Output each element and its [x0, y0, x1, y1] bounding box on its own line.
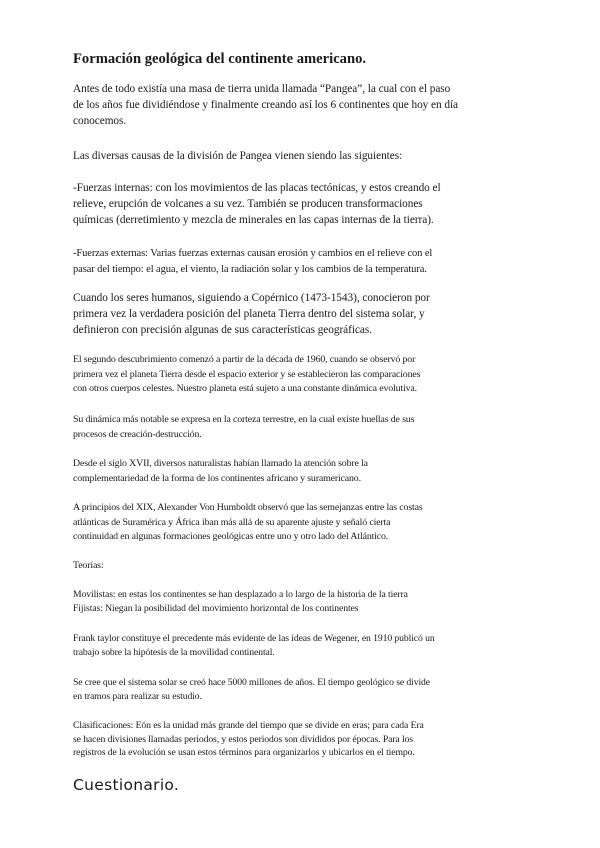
text-line: pasar del tiempo: el agua, el viento, la radiación solar y los cambios de la temperatura. [73, 263, 427, 275]
text-line: registros de la evolución se usan estos términos para organizarlos y ubicarlos en el tiempo. [73, 747, 415, 759]
theory-movilistas: Movilistas: en estas los continentes se han desplazado a lo largo de la historia de la tierra [73, 589, 408, 600]
humboldt-paragraph [73, 501, 528, 545]
xvii-century-paragraph [73, 457, 528, 486]
internal-forces-paragraph [73, 180, 528, 228]
text-line: trabajo sobre la hipótesis de la movilidad continental. [73, 646, 275, 658]
text-line: de los años fue dividiéndose y finalmente creando así los 6 continentes que hoy en día [73, 99, 459, 111]
text-line: El segundo descubrimiento comenzó a partir de la década de 1960, cuando se observó por [73, 354, 416, 365]
text-line: Cuando los seres humanos, siguiendo a Copérnico (1473-1543), conocieron por [73, 292, 430, 304]
text-line: complementariedad de la forma de los continentes africano y suramericano. [73, 472, 361, 484]
text-line: Antes de todo existía una masa de tierra unida llamada “Pangea”, la cual con el paso [73, 83, 451, 95]
text-line: Teorías: [73, 560, 104, 571]
text-line: en tramos para realizar su estudio. [73, 690, 202, 702]
second-discovery-paragraph [73, 353, 528, 397]
text-line: -Fuerzas internas: con los movimientos de las placas tectónicas, y estos creando el [73, 182, 441, 194]
copernicus-paragraph [73, 290, 528, 338]
text-line: Las diversas causas de la división de Pangea vienen siendo las siguientes: [73, 150, 403, 162]
theories-list [73, 588, 528, 615]
text-line: primera vez el planeta Tierra desde el espacio exterior y se establecieron las comparaciones [73, 368, 421, 380]
text-line: Clasificaciones: Eón es la unidad más grande del tiempo que se divide en eras; para cada Era [73, 720, 424, 731]
page-title: Formación geológica del continente americano. [73, 51, 367, 67]
text-line: se hacen divisiones llamadas periodos, y estos periodos son divididos por épocas. Para los [73, 733, 413, 745]
text-line: primera vez la verdadera posición del planeta Tierra dentro del sistema solar, y [73, 308, 425, 320]
intro-paragraph [73, 81, 528, 129]
text-line: con otros cuerpos celestes. Nuestro planeta está sujeto a una constante dinámica evolutiva. [73, 383, 417, 394]
text-line: continuidad en algunas formaciones geológicas entre uno y otro lado del Atlántico. [73, 531, 389, 542]
text-line: A principios del XIX, Alexander Von Humboldt observó que las semejanzas entre las costas [73, 502, 423, 513]
text-line: químicas (derretimiento y mezcla de minerales en las capas internas de la tierra). [73, 214, 434, 226]
questionnaire-heading: Cuestionario. [73, 776, 180, 794]
dynamics-paragraph [73, 413, 528, 442]
causes-intro-paragraph [73, 148, 528, 164]
text-line: -Fuerzas externas: Varias fuerzas externas causan erosión y cambios en el relieve con el [73, 248, 433, 259]
theory-fijistas: Fijistas: Niegan la posibilidad del movimiento horizontal de los continentes [73, 602, 359, 614]
text-line: definieron con precisión algunas de sus características geográficas. [73, 324, 372, 336]
classifications-paragraph [73, 719, 528, 760]
text-line: procesos de creación-destrucción. [73, 428, 202, 440]
theories-label [73, 559, 528, 574]
text-line: atlánticas de Suramérica y África iban más allá de su aparente ajuste y señaló cierta [73, 516, 391, 528]
external-forces-paragraph [73, 246, 528, 277]
text-line: conocemos. [73, 115, 127, 127]
text-line: Desde el siglo XVII, diversos naturalistas habían llamado la atención sobre la [73, 458, 368, 469]
taylor-paragraph [73, 632, 528, 659]
text-line: Su dinámica más notable se expresa en la corteza terrestre, en la cual existe huellas de sus [73, 414, 415, 425]
text-line: relieve, erupción de volcanes a su vez. También se producen transformaciones [73, 198, 423, 210]
solar-system-paragraph [73, 676, 528, 703]
text-line: Se cree que el sistema solar se creó hace 5000 millones de años. El tiempo geológico se divide [73, 677, 430, 688]
text-line: Frank taylor constituye el precedente más evidente de las ideas de Wegener, en 1910 publicó un [73, 633, 435, 644]
